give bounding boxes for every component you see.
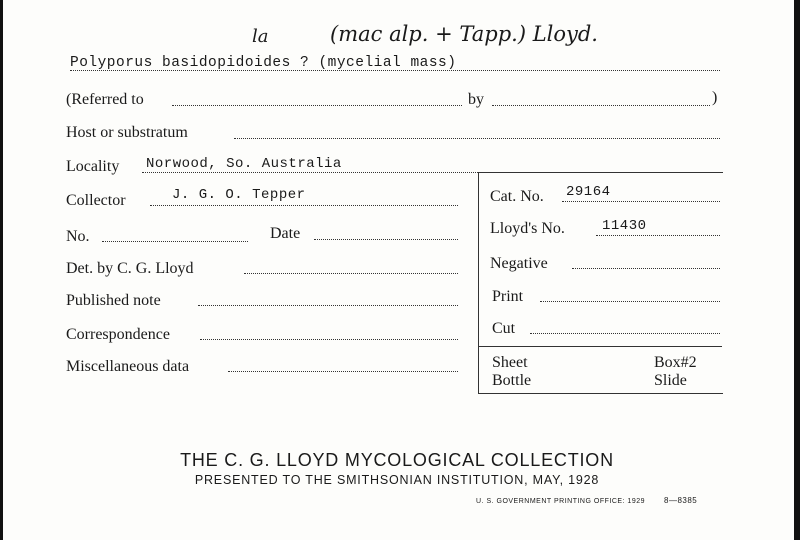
sheet-label: Sheet [492, 354, 528, 371]
lloyds-no-line [596, 234, 720, 236]
host-line [234, 137, 720, 139]
print-line [540, 300, 720, 302]
negative-line [572, 267, 720, 269]
correspondence-label: Correspondence [66, 326, 170, 343]
handwritten-correction: la [252, 26, 269, 47]
collection-subtitle: PRESENTED TO THE SMITHSONIAN INSTITUTION, MAY, 1928 [194, 473, 600, 487]
locality-value: Norwood, So. Australia [146, 156, 342, 172]
printing-office-note: U. S. GOVERNMENT PRINTING OFFICE: 1929 [476, 498, 646, 505]
no-line [102, 240, 248, 242]
title-line [70, 69, 720, 71]
handwritten-authority: (mac alp. + Tapp.) Lloyd. [330, 22, 598, 46]
published-note-label: Published note [66, 292, 161, 309]
collector-value: J. G. O. Tepper [172, 187, 306, 203]
det-by-label: Det. by C. G. Lloyd [66, 260, 194, 277]
scan-edge-right [794, 0, 800, 540]
box-label: Box#2 [654, 354, 697, 371]
bottle-label: Bottle [492, 372, 532, 389]
collection-title: THE C. G. LLOYD MYCOLOGICAL COLLECTION [180, 450, 614, 470]
cut-label: Cut [492, 320, 516, 337]
locality-label: Locality [66, 158, 120, 175]
date-label: Date [270, 225, 301, 242]
date-line [314, 238, 458, 240]
catalog-box-divider [478, 346, 722, 347]
no-label: No. [66, 228, 90, 245]
collector-line [150, 204, 458, 206]
published-note-line [198, 304, 458, 306]
cat-no-line [562, 200, 720, 202]
misc-line [228, 370, 458, 372]
slide-label: Slide [654, 372, 687, 389]
close-paren: ) [712, 89, 718, 106]
cut-line [530, 332, 720, 334]
negative-label: Negative [490, 255, 548, 272]
cat-no-label: Cat. No. [490, 188, 544, 205]
by-line [492, 104, 710, 106]
misc-label: Miscellaneous data [66, 358, 190, 375]
form-number: 8—8385 [664, 496, 698, 505]
cat-no-value: 29164 [566, 184, 611, 200]
lloyds-no-label: Lloyd's No. [490, 220, 565, 237]
correspondence-line [200, 338, 458, 340]
referred-to-label: (Referred to [66, 91, 144, 108]
det-by-line [244, 272, 458, 274]
print-label: Print [492, 288, 524, 305]
referred-to-line [172, 104, 462, 106]
host-label: Host or substratum [66, 124, 188, 141]
specimen-name: Polyporus basidopidoides ? (mycelial mass) [70, 55, 457, 71]
lloyds-no-value: 11430 [602, 218, 647, 234]
collector-label: Collector [66, 192, 126, 209]
by-label: by [468, 91, 484, 108]
